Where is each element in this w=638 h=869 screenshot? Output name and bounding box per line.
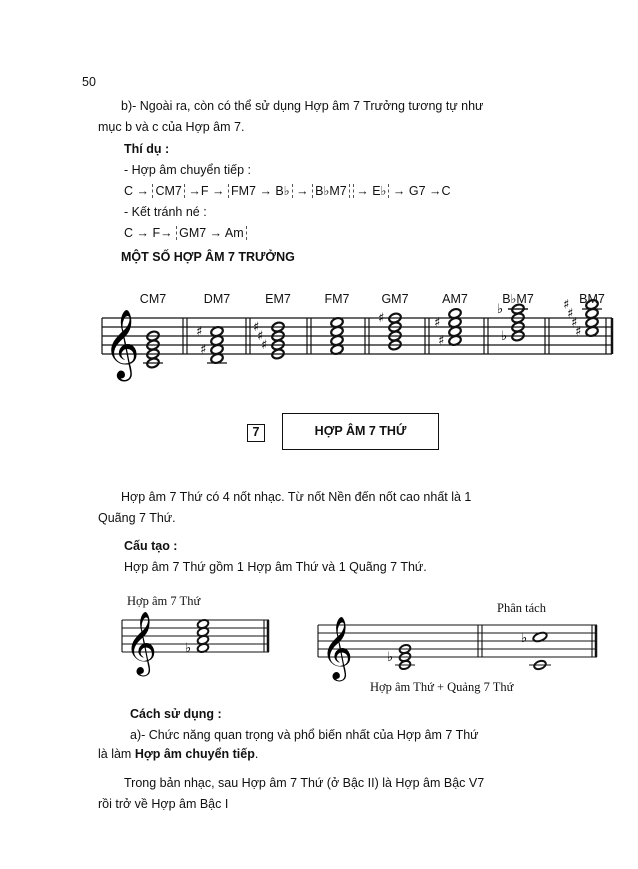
para-b-line2: mục b và c của Hợp âm 7. [98, 120, 245, 134]
usage-a-line2 [98, 746, 258, 762]
treble-clef: 𝄞 [321, 616, 353, 679]
sharp-icon: ♯ [438, 333, 445, 349]
para-b-line1: b)- Ngoài ra, còn có thể sử dụng Hợp âm 7 Trưởng tương tự như [121, 99, 484, 113]
sharp-icon: ♯ [261, 338, 268, 353]
staff-left-label: Hợp âm 7 Thứ [127, 594, 201, 608]
structure-heading: Cấu tạo : [124, 539, 178, 553]
final-line1: Trong bản nhạc, sau Hợp âm 7 Thứ (ở Bậc II) là Hợp âm Bậc V7 [124, 776, 485, 790]
example-heading: Thí dụ : [124, 142, 170, 156]
flat-icon: ♭ [521, 631, 528, 646]
sharp-icon: ♯ [567, 306, 574, 322]
staff-right-label-bottom: Hợp âm Thứ + Quảng 7 Thứ [370, 680, 514, 694]
staff-right-label-top: Phân tách [497, 601, 546, 615]
usage-a-suffix: . [254, 747, 259, 761]
sharp-icon: ♯ [253, 320, 260, 335]
sharp-icon: ♯ [571, 315, 578, 331]
seq-c: C → [124, 184, 149, 198]
chord-label: EM7 [265, 292, 291, 306]
major7-heading: MỘT SỐ HỢP ÂM 7 TRƯỞNG [121, 250, 295, 264]
sharp-icon: ♯ [434, 315, 441, 331]
intro-line2: Quãng 7 Thứ. [98, 511, 176, 525]
usage-a-bold: Hợp âm chuyển tiếp [134, 747, 255, 761]
chord-label: BM7 [579, 292, 605, 306]
usage-heading: Cách sử dụng : [130, 707, 222, 721]
chord-label: AM7 [442, 292, 468, 306]
treble-clef: 𝄞 [125, 611, 157, 674]
chord-label: CM7 [139, 292, 167, 306]
structure-text: Hợp âm 7 Thứ gồm 1 Hợp âm Thứ và 1 Quãng 7 Thứ. [124, 560, 427, 574]
sharp-icon: ♯ [575, 324, 582, 340]
chord-label: B♭M7 [502, 292, 534, 306]
page-number: 50 [82, 75, 96, 89]
usage-a-prefix: là làm [98, 747, 135, 761]
seq-fm7: FM7 → B♭ [228, 184, 293, 198]
flat-icon: ♭ [387, 650, 394, 665]
seq-arrow2: → E♭ [353, 184, 389, 198]
sharp-icon: ♯ [563, 297, 570, 313]
avoid-start: C → F→ [124, 226, 173, 240]
flat-icon: ♭ [185, 641, 192, 656]
chord-label: GM7 [381, 292, 409, 306]
sharp-icon: ♯ [378, 311, 385, 326]
flat-icon: ♭ [497, 302, 504, 317]
avoid-gm7: GM7 → Am [176, 226, 247, 240]
sharp-icon: ♯ [200, 342, 207, 358]
treble-clef: 𝄞 [104, 309, 140, 379]
final-line2: rồi trở về Hợp âm Bậc I [98, 797, 229, 811]
seq-bbm7: B♭M7 [312, 184, 350, 198]
usage-a-line1: a)- Chức năng quan trọng và phổ biến nhất của Hợp âm 7 Thứ [130, 728, 479, 742]
seq-cm7: CM7 [152, 184, 184, 198]
sharp-icon: ♯ [196, 324, 203, 340]
seq-arrow1: → [296, 184, 309, 198]
seq-arrow-f: →F → [188, 184, 225, 198]
section-title: HỢP ÂM 7 THỨ [282, 413, 439, 450]
chord-label: FM7 [324, 292, 350, 306]
section-number: 7 [247, 424, 265, 442]
avoid-label: - Kết tránh né : [124, 205, 207, 219]
flat-icon: ♭ [501, 329, 508, 344]
intro-line1: Hợp âm 7 Thứ có 4 nốt nhạc. Từ nốt Nền đến nốt cao nhất là 1 [121, 490, 472, 504]
sharp-icon: ♯ [257, 329, 264, 344]
seq-end: → G7 →C [392, 184, 451, 198]
transition-label: - Hợp âm chuyển tiếp : [124, 163, 252, 177]
chord-label: DM7 [203, 292, 231, 306]
